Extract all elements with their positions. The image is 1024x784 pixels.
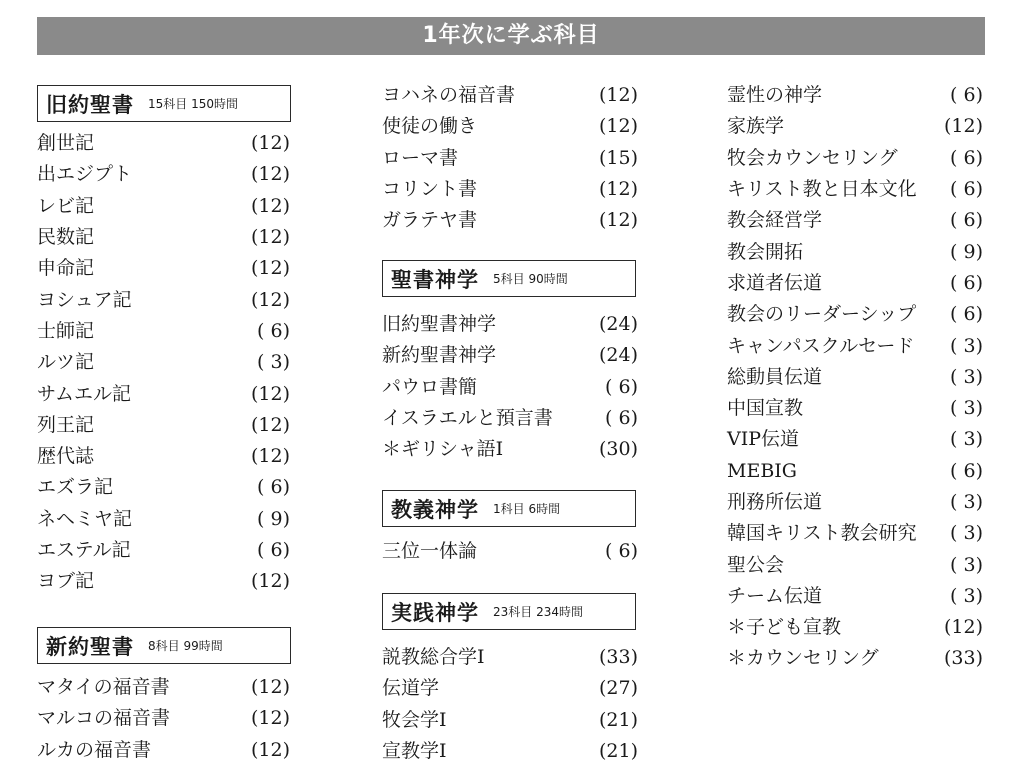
- section-title: 新約聖書: [46, 634, 134, 659]
- course-name: ＊カウンセリング: [727, 647, 879, 670]
- course-name: 牧会学Ⅰ: [382, 708, 447, 731]
- course-hours: (12): [250, 413, 290, 436]
- course-hours: (12): [250, 676, 290, 699]
- course-row: [382, 205, 638, 236]
- course-row: [37, 222, 290, 253]
- course-hours: (12): [250, 257, 290, 280]
- course-row: [727, 205, 983, 236]
- course-row: [37, 504, 290, 535]
- course-name: 宣教学Ⅰ: [382, 740, 447, 763]
- course-name: ルカの福音書: [37, 738, 152, 761]
- course-name: 申命記: [37, 257, 95, 280]
- list-doctrinal-theology: [382, 536, 638, 567]
- course-name: ＊ギリシャ語Ⅰ: [382, 438, 504, 461]
- course-name: ヨハネの福音書: [382, 84, 516, 107]
- section-header-old-testament: [37, 85, 291, 122]
- list-new-testament-part-1: [37, 672, 290, 766]
- course-name: レビ記: [37, 194, 95, 217]
- course-row: [382, 174, 638, 205]
- course-hours: (12): [250, 707, 290, 730]
- course-name: 求道者伝道: [727, 271, 823, 294]
- course-row: [382, 80, 638, 111]
- course-name: 列王記: [37, 413, 95, 436]
- course-row: [37, 410, 290, 441]
- course-row: [727, 330, 983, 361]
- section-header-biblical-theology: [382, 260, 636, 297]
- course-hours: ( 6): [950, 84, 983, 107]
- section-header-practical-theology: [382, 593, 636, 630]
- course-name: 刑務所伝道: [727, 491, 823, 513]
- course-hours: ( 3): [257, 351, 290, 374]
- course-row: [727, 362, 983, 393]
- course-hours: (27): [598, 677, 638, 700]
- course-hours: ( 3): [950, 334, 983, 357]
- course-row: [37, 672, 290, 703]
- course-row: [727, 424, 983, 455]
- course-row: [382, 143, 638, 174]
- course-name: 創世記: [37, 132, 95, 155]
- course-name: 総動員伝道: [727, 365, 823, 388]
- course-name: 出エジプト: [37, 163, 133, 186]
- course-name: チーム伝道: [727, 584, 823, 607]
- course-row: [37, 566, 290, 597]
- course-row: [727, 612, 983, 643]
- course-name: 教会のリーダーシップ: [727, 303, 917, 326]
- course-row: [382, 642, 638, 673]
- course-name: サムエル記: [37, 382, 132, 405]
- course-hours: (12): [250, 163, 290, 186]
- section-meta: 15科目 150時間: [148, 97, 238, 111]
- course-row: [727, 268, 983, 299]
- course-hours: ( 9): [257, 507, 290, 530]
- course-name: エステル記: [37, 539, 131, 561]
- course-hours: (33): [598, 646, 638, 669]
- course-hours: ( 6): [950, 459, 983, 482]
- course-hours: ( 3): [950, 428, 983, 451]
- course-row: [727, 487, 983, 518]
- course-name: 伝道学: [382, 677, 440, 700]
- course-hours: ( 6): [950, 146, 983, 169]
- course-hours: (12): [598, 209, 638, 232]
- section-title: 教義神学: [391, 497, 479, 522]
- course-row: [382, 340, 638, 371]
- course-name: VIP伝道: [727, 428, 800, 451]
- course-name: 教会開拓: [727, 240, 804, 263]
- course-hours: (12): [250, 382, 290, 405]
- course-hours: ( 6): [950, 303, 983, 326]
- course-name: 牧会カウンセリング: [727, 146, 898, 169]
- course-name: キャンパスクルセード: [727, 334, 915, 357]
- course-row: [37, 378, 290, 409]
- course-hours: (12): [943, 115, 983, 138]
- course-name: 説教総合学Ⅰ: [382, 646, 485, 669]
- course-row: [37, 535, 290, 566]
- course-name: ルツ記: [37, 351, 95, 374]
- course-hours: (12): [250, 194, 290, 217]
- course-name: 士師記: [37, 319, 95, 342]
- course-name: マルコの福音書: [37, 707, 171, 730]
- course-hours: ( 3): [950, 522, 983, 545]
- course-hours: ( 6): [950, 209, 983, 232]
- course-hours: ( 3): [950, 365, 983, 388]
- course-hours: (21): [598, 740, 638, 763]
- page-title: 1年次に学ぶ科目: [37, 17, 985, 55]
- course-hours: (15): [598, 146, 638, 169]
- course-hours: (12): [250, 132, 290, 155]
- course-row: [727, 111, 983, 142]
- course-hours: ( 3): [950, 491, 983, 513]
- course-name: 民数記: [37, 226, 95, 249]
- course-row: [727, 518, 983, 549]
- course-name: 三位一体論: [382, 540, 478, 563]
- course-row: [727, 174, 983, 205]
- course-row: [37, 735, 290, 766]
- course-name: コリント書: [382, 178, 478, 201]
- section-title: 実践神学: [391, 600, 479, 625]
- course-hours: ( 6): [257, 319, 290, 342]
- course-row: [382, 736, 638, 767]
- course-row: [382, 705, 638, 736]
- section-header-doctrinal-theology: [382, 490, 636, 527]
- course-hours: ( 6): [257, 476, 290, 499]
- course-row: [37, 159, 290, 190]
- course-row: [727, 549, 983, 580]
- course-name: MEBIG: [727, 459, 797, 482]
- course-hours: (12): [598, 115, 638, 138]
- list-practical-theology-part-1: [382, 642, 638, 767]
- section-meta: 5科目 90時間: [493, 272, 568, 286]
- course-hours: ( 9): [950, 240, 983, 263]
- section-title: 旧約聖書: [46, 92, 134, 117]
- course-row: [727, 299, 983, 330]
- course-name: パウロ書簡: [382, 375, 478, 398]
- course-hours: (12): [250, 445, 290, 468]
- course-row: [727, 643, 983, 674]
- section-meta: 23科目 234時間: [493, 605, 583, 619]
- list-practical-theology-part-2: [727, 80, 983, 675]
- course-hours: (12): [943, 616, 983, 639]
- course-hours: (24): [598, 344, 638, 367]
- course-row: [727, 581, 983, 612]
- list-biblical-theology: [382, 309, 638, 465]
- course-row: [727, 143, 983, 174]
- course-hours: (24): [598, 313, 638, 336]
- course-row: [382, 111, 638, 142]
- course-hours: (12): [250, 570, 290, 593]
- course-row: [37, 703, 290, 734]
- course-row: [37, 191, 290, 222]
- list-new-testament-part-2: [382, 80, 638, 236]
- course-name: ネヘミヤ記: [37, 507, 133, 530]
- course-row: [37, 253, 290, 284]
- course-row: [37, 128, 290, 159]
- course-hours: ( 3): [950, 553, 983, 576]
- course-name: 霊性の神学: [727, 84, 823, 107]
- course-name: マタイの福音書: [37, 676, 170, 699]
- course-row: [382, 372, 638, 403]
- course-hours: (21): [598, 708, 638, 731]
- course-hours: ( 6): [605, 407, 638, 430]
- section-title: 聖書神学: [391, 267, 479, 292]
- course-row: [37, 347, 290, 378]
- course-row: [37, 284, 290, 315]
- course-name: ヨブ記: [37, 570, 95, 593]
- course-row: [382, 536, 638, 567]
- course-row: [382, 673, 638, 704]
- course-row: [382, 403, 638, 434]
- course-name: キリスト教と日本文化: [727, 178, 917, 201]
- course-row: [37, 441, 290, 472]
- section-header-new-testament: [37, 627, 291, 664]
- course-hours: (30): [598, 438, 638, 461]
- course-row: [727, 236, 983, 267]
- course-row: [727, 80, 983, 111]
- course-hours: (12): [250, 288, 290, 311]
- course-row: [37, 472, 290, 503]
- course-hours: (33): [943, 647, 983, 670]
- course-name: ヨシュア記: [37, 288, 132, 311]
- course-hours: (12): [598, 84, 638, 107]
- course-name: 韓国キリスト教会研究: [727, 522, 917, 545]
- course-name: ガラテヤ書: [382, 209, 478, 232]
- course-name: 中国宣教: [727, 397, 804, 420]
- course-name: イスラエルと預言書: [382, 407, 553, 430]
- course-hours: ( 6): [605, 540, 638, 563]
- course-hours: ( 6): [257, 539, 290, 561]
- course-name: 教会経営学: [727, 209, 823, 232]
- course-hours: ( 6): [950, 178, 983, 201]
- list-old-testament: [37, 128, 290, 597]
- course-name: ローマ書: [382, 146, 459, 169]
- course-row: [37, 316, 290, 347]
- section-meta: 8科目 99時間: [148, 639, 223, 653]
- course-name: 旧約聖書神学: [382, 313, 497, 336]
- course-hours: (12): [598, 178, 638, 201]
- course-name: 使徒の働き: [382, 115, 478, 138]
- course-name: 家族学: [727, 115, 785, 138]
- course-row: [382, 434, 638, 465]
- course-name: エズラ記: [37, 476, 114, 499]
- section-meta: 1科目 6時間: [493, 502, 561, 516]
- course-hours: ( 3): [950, 397, 983, 420]
- course-hours: (12): [250, 226, 290, 249]
- course-row: [727, 393, 983, 424]
- course-name: 聖公会: [727, 553, 785, 576]
- course-hours: ( 6): [950, 271, 983, 294]
- course-hours: ( 3): [950, 584, 983, 607]
- course-hours: (12): [250, 738, 290, 761]
- course-name: ＊子ども宣教: [727, 616, 842, 639]
- course-hours: ( 6): [605, 375, 638, 398]
- course-name: 新約聖書神学: [382, 344, 497, 367]
- course-row: [727, 456, 983, 487]
- course-row: [382, 309, 638, 340]
- course-name: 歴代誌: [37, 445, 95, 468]
